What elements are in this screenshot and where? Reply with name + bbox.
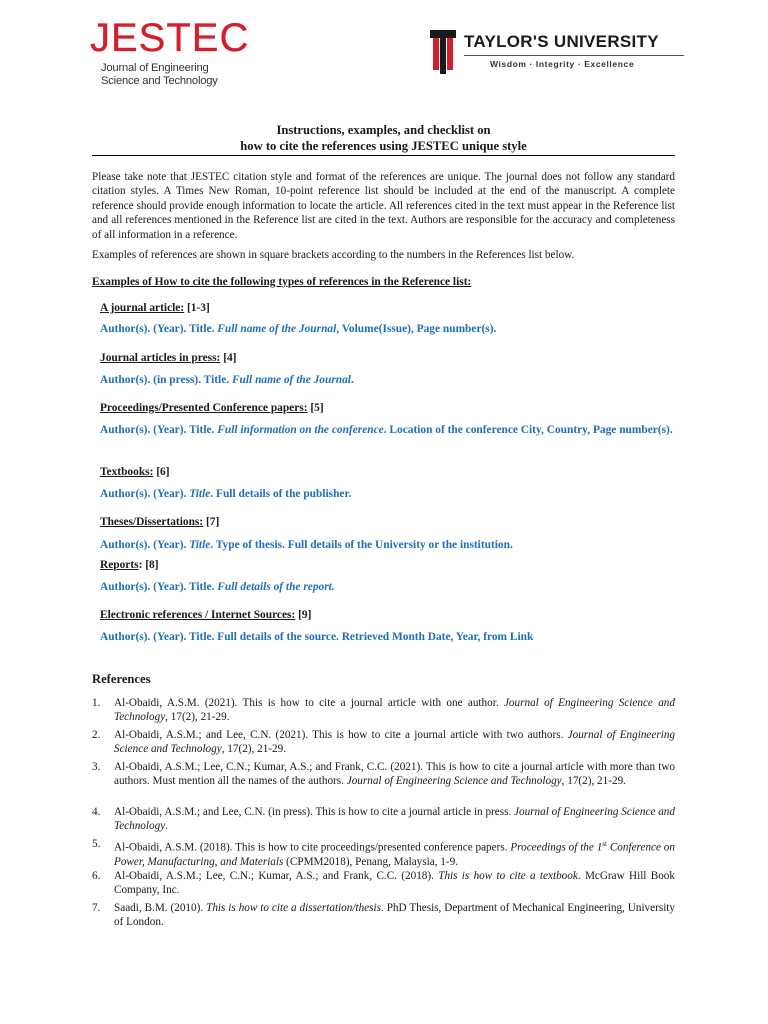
reference-italic-part: Journal of Engineering Science and Technology	[114, 806, 675, 833]
title-line2: how to cite the references using JESTEC unique style	[240, 139, 527, 153]
reference-text	[114, 805, 675, 834]
example-type: Textbooks:	[100, 466, 154, 478]
reference-item	[92, 869, 675, 898]
reference-italic-part: Proceedings of the 1	[510, 841, 603, 854]
reference-text	[114, 696, 675, 725]
example-format-theses	[100, 538, 675, 553]
reference-number: 6.	[92, 870, 101, 882]
example-type: A journal article:	[100, 302, 185, 314]
reference-part: . McGraw Hill Book Company, Inc.	[114, 870, 675, 897]
reference-item	[92, 805, 675, 834]
format-part: Author(s). (Year). Title.	[100, 581, 218, 593]
example-refs: [5]	[307, 402, 324, 414]
example-type: Theses/Dissertations:	[100, 516, 204, 528]
example-type: Journal articles in press:	[100, 352, 221, 364]
format-italic-part: Full name of the Journal	[231, 374, 351, 386]
example-label-in-press	[100, 352, 236, 364]
example-label-electronic	[100, 609, 311, 621]
reference-part: (CPMM2018), Penang, Malaysia, 1-9.	[283, 856, 458, 869]
reference-part: Al-Obaidi, A.S.M.; and Lee, C.N. (2021). This is how to cite a journal article with two authors.	[114, 729, 568, 741]
example-label-textbooks	[100, 466, 170, 478]
reference-part: Al-Obaidi, A.S.M.; Lee, C.N.; Kumar, A.S.; and Frank, C.C. (2021). This is how to cite a journal article with more than two authors. Must mention all the names of the authors.	[114, 761, 675, 788]
format-part: Author(s). (Year).	[100, 488, 190, 500]
example-refs: : [8]	[138, 559, 159, 571]
taylors-logo	[430, 30, 670, 80]
jestec-logo-subtitle	[101, 62, 218, 88]
reference-item	[92, 901, 675, 930]
reference-part: .	[165, 820, 168, 833]
example-refs: [1-3]	[184, 302, 210, 314]
jestec-subtitle-line1: Journal of Engineering	[101, 62, 209, 74]
reference-italic-part: Journal of Engineering Science and Technology	[346, 775, 562, 788]
title-line1: Instructions, examples, and checklist on	[276, 123, 491, 137]
examples-note: Examples of references are shown in square brackets according to the numbers in the References list below.	[92, 249, 575, 261]
reference-italic-part: Journal of Engineering Science and Technology	[114, 729, 676, 756]
example-refs: [4]	[220, 352, 237, 364]
jestec-subtitle-line2: Science and Technology	[101, 75, 218, 87]
reference-number: 1.	[92, 697, 101, 709]
reference-superscript: st	[602, 840, 607, 848]
format-part: Author(s). (in press). Title.	[100, 374, 232, 386]
reference-number: 3.	[92, 761, 101, 773]
reference-number: 2.	[92, 729, 101, 741]
reference-item	[92, 837, 675, 870]
reference-number: 4.	[92, 806, 101, 818]
reference-number: 7.	[92, 902, 101, 914]
reference-part: , 17(2), 21-29.	[221, 743, 287, 756]
example-refs: [9]	[295, 609, 312, 621]
example-refs: [7]	[203, 516, 220, 528]
reference-part: , 17(2), 21-29.	[165, 711, 230, 724]
reference-text	[114, 837, 675, 870]
jestec-logo-name: JESTEC	[90, 16, 250, 60]
format-part: Author(s). (Year). Title.	[100, 323, 218, 335]
example-label-reports	[100, 559, 159, 571]
reference-part: . PhD Thesis, Department of Mechanical Engineering, University of London.	[114, 902, 676, 929]
jestec-logo	[90, 16, 260, 92]
reference-text	[114, 901, 675, 930]
format-part: , Volume(Issue), Page number(s).	[336, 323, 497, 335]
title-divider	[92, 155, 675, 156]
reference-part: Al-Obaidi, A.S.M. (2018). This is how to cite proceedings/presented conference papers.	[114, 841, 511, 854]
taylors-crest-icon	[430, 30, 456, 74]
example-label-theses	[100, 516, 219, 528]
reference-item	[92, 696, 675, 725]
format-part: . Type of thesis. Full details of the University or the institution.	[210, 539, 513, 551]
reference-italic-part: Journal of Engineering Science and Technology	[114, 697, 675, 724]
example-format-textbooks	[100, 487, 675, 502]
format-italic-part: Full information on the conference	[217, 424, 384, 436]
format-italic-part: Full details of the report.	[217, 581, 335, 593]
format-italic-part: Title	[189, 539, 211, 551]
taylors-logo-tagline: Wisdom · Integrity · Excellence	[490, 59, 635, 69]
example-format-electronic	[100, 630, 675, 645]
format-italic-part: Full name of the Journal	[217, 323, 337, 335]
format-italic-part: Title	[189, 488, 211, 500]
reference-item	[92, 728, 675, 757]
reference-part: Al-Obaidi, A.S.M.; and Lee, C.N. (in press). This is how to cite a journal article in press.	[114, 806, 515, 818]
format-part: Author(s). (Year). Title. Full details of the source. Retrieved Month Date, Year, from Link	[100, 631, 534, 643]
references-heading: References	[92, 672, 151, 686]
taylors-logo-name: TAYLOR'S UNIVERSITY	[464, 32, 659, 51]
reference-part: Saadi, B.M. (2010).	[114, 902, 207, 914]
format-part: Author(s). (Year).	[100, 539, 190, 551]
example-type: Proceedings/Presented Conference papers:	[100, 402, 308, 414]
taylors-logo-divider	[464, 55, 684, 56]
example-type: Reports	[100, 559, 139, 571]
reference-italic-part: This is how to cite a dissertation/thesis	[206, 902, 381, 914]
reference-italic-part: Conference on Power, Manufacturing, and Materials	[114, 841, 675, 869]
example-refs: [6]	[153, 466, 170, 478]
examples-heading: Examples of How to cite the following types of references in the Reference list:	[92, 276, 472, 288]
example-format-reports	[100, 580, 675, 595]
format-part: . Location of the conference City, Country, Page number(s).	[383, 424, 673, 436]
reference-text	[114, 728, 675, 757]
format-part: Author(s). (Year). Title.	[100, 424, 218, 436]
reference-part: Al-Obaidi, A.S.M. (2021). This is how to cite a journal article with one author.	[114, 697, 504, 709]
format-part: .	[350, 374, 354, 386]
example-format-in-press	[100, 373, 675, 388]
example-label-proceedings	[100, 402, 324, 414]
reference-text	[114, 869, 675, 898]
example-format-journal-article	[100, 322, 675, 337]
reference-number: 5.	[92, 838, 101, 850]
reference-item	[92, 760, 675, 789]
document-title	[92, 122, 675, 154]
reference-part: , 17(2), 21-29.	[561, 775, 626, 788]
example-format-proceedings	[100, 423, 675, 438]
reference-italic-part: This is how to cite a textbook	[438, 870, 578, 882]
reference-part: Al-Obaidi, A.S.M.; Lee, C.N.; Kumar, A.S.; and Frank, C.C. (2018).	[114, 870, 439, 882]
intro-paragraph: Please take note that JESTEC citation style and format of the references are unique. The journal does not follow any standard citation styles. A Times New Roman, 10-point reference list should be included at the end of the manuscript. A complete reference should provide enough information to locate the article. All references cited in the text must appear in the Reference list and all references mentioned in the Reference list are cited in the text. Authors are responsible for the accuracy and completeness of all information in a reference.	[92, 171, 675, 241]
example-type: Electronic references / Internet Sources:	[100, 609, 296, 621]
reference-text	[114, 760, 675, 789]
format-part: . Full details of the publisher.	[210, 488, 352, 500]
example-label-journal-article	[100, 302, 210, 314]
